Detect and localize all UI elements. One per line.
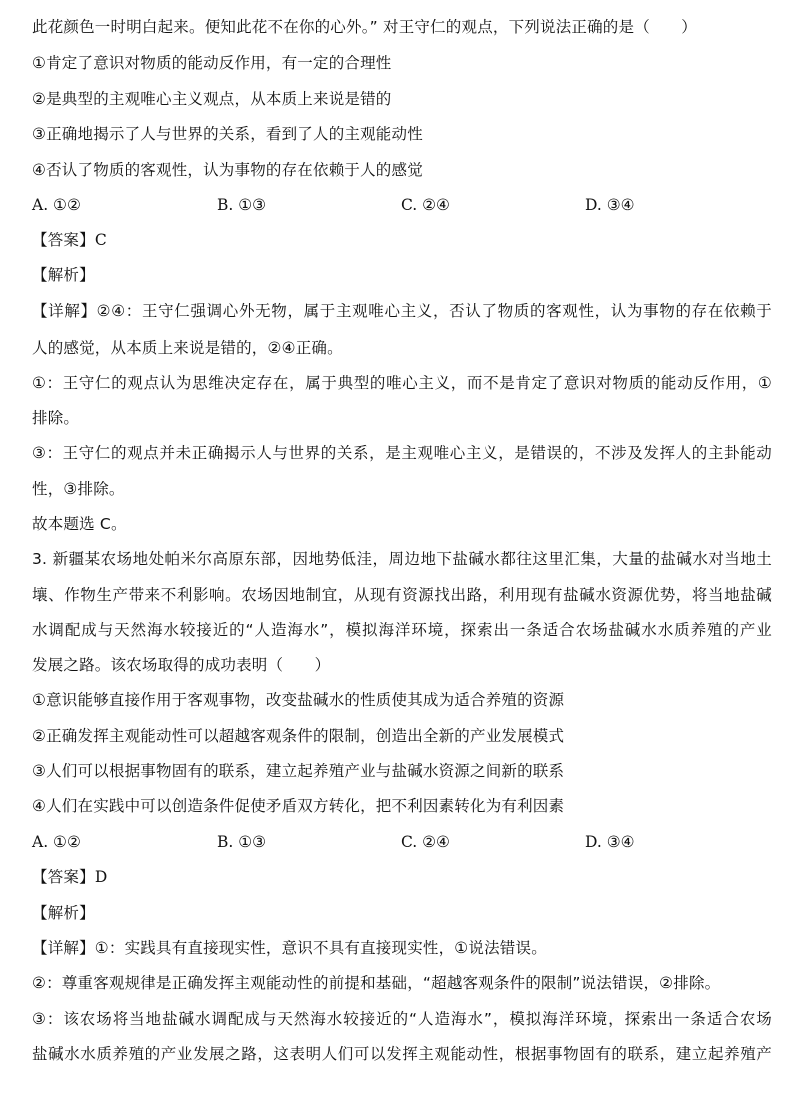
q2-detail-line-3: ①：王守仁的观点认为思维决定存在，属于典型的唯心主义，而不是肯定了意识对物质的能动反作用，① <box>32 374 772 392</box>
q3-detail-line-1: 【详解】①：实践具有直接现实性，意识不具有直接现实性，①说法错误。 <box>32 939 547 957</box>
q3-item-1: ①意识能够直接作用于客观事物，改变盐碱水的性质使其成为适合养殖的资源 <box>32 691 565 709</box>
q2-answer-label: 【答案】 <box>32 231 95 249</box>
q2-detail-line-1: 【详解】②④：王守仁强调心外无物，属于主观唯心主义，否认了物质的客观性，认为事物的存在依赖于 <box>32 302 772 320</box>
q2-stem-end: 此花颜色一时明白起来。便知此花不在你的心外。” 对王守仁的观点，下列说法正确的是（ ） <box>32 18 698 36</box>
q2-item-1: ①肯定了意识对物质的能动反作用，有一定的合理性 <box>32 54 392 72</box>
q2-option-c: C. ②④ <box>401 196 450 214</box>
q3-answer <box>32 866 772 888</box>
q2-analysis-label: 【解析】 <box>32 266 95 284</box>
q3-stem-line-4: 发展之路。该农场取得的成功表明（ ） <box>32 656 331 674</box>
q3-option-d: D. ③④ <box>585 833 635 851</box>
q3-item-4: ④人们在实践中可以创造条件促使矛盾双方转化，把不利因素转化为有利因素 <box>32 797 565 815</box>
q2-detail-line-4: 排除。 <box>32 409 80 427</box>
q3-option-a: A. ①② <box>32 833 81 851</box>
q3-detail-line-4: 盐碱水水质养殖的产业发展之路，这表明人们可以发挥主观能动性，根据事物固有的联系，建立起养殖产 <box>32 1045 772 1063</box>
q2-answer <box>32 229 772 251</box>
q3-item-3: ③人们可以根据事物固有的联系，建立起养殖产业与盐碱水资源之间新的联系 <box>32 762 565 780</box>
q3-option-c: C. ②④ <box>401 833 450 851</box>
q3-stem-line-1: 3. 新疆某农场地处帕米尔高原东部，因地势低洼，周边地下盐碱水都往这里汇集，大量的盐碱水对当地土 <box>32 550 772 568</box>
q2-option-d: D. ③④ <box>585 196 635 214</box>
q3-answer-label: 【答案】 <box>32 868 95 886</box>
q2-detail-line-5: ③：王守仁的观点并未正确揭示人与世界的关系，是主观唯心主义，是错误的，不涉及发挥人的主卦能动 <box>32 444 772 462</box>
q3-item-2: ②正确发挥主观能动性可以超越客观条件的限制，创造出全新的产业发展模式 <box>32 727 565 745</box>
q2-detail-line-7: 故本题选 C。 <box>32 515 127 533</box>
q3-detail-line-2: ②：尊重客观规律是正确发挥主观能动性的前提和基础，“超越客观条件的限制”说法错误，②排除。 <box>32 974 721 992</box>
q3-option-b: B. ①③ <box>217 833 267 851</box>
q3-answer-value: D <box>94 868 108 886</box>
q3-stem-line-3: 水调配成与天然海水较接近的“人造海水”，模拟海洋环境，探索出一条适合农场盐碱水水质养殖的产业 <box>32 621 772 639</box>
q3-analysis-label: 【解析】 <box>32 904 95 922</box>
q2-item-3: ③正确地揭示了人与世界的关系，看到了人的主观能动性 <box>32 125 423 143</box>
q2-detail-line-6: 性，③排除。 <box>32 480 125 498</box>
q2-answer-value: C <box>94 231 107 249</box>
q2-option-b: B. ①③ <box>217 196 267 214</box>
q2-item-2: ②是典型的主观唯心主义观点，从本质上来说是错的 <box>32 90 392 108</box>
q2-option-a: A. ①② <box>32 196 81 214</box>
q3-stem-line-2: 壤、作物生产带来不利影响。农场因地制宜，从现有资源找出路，利用现有盐碱水资源优势，将当地盐碱 <box>32 586 772 604</box>
q2-item-4: ④否认了物质的客观性，认为事物的存在依赖于人的感觉 <box>32 161 423 179</box>
q3-detail-line-3: ③：该农场将当地盐碱水调配成与天然海水较接近的“人造海水”，模拟海洋环境，探索出一条适合农场 <box>32 1010 772 1028</box>
q2-detail-line-2: 人的感觉，从本质上来说是错的，②④正确。 <box>32 339 343 357</box>
